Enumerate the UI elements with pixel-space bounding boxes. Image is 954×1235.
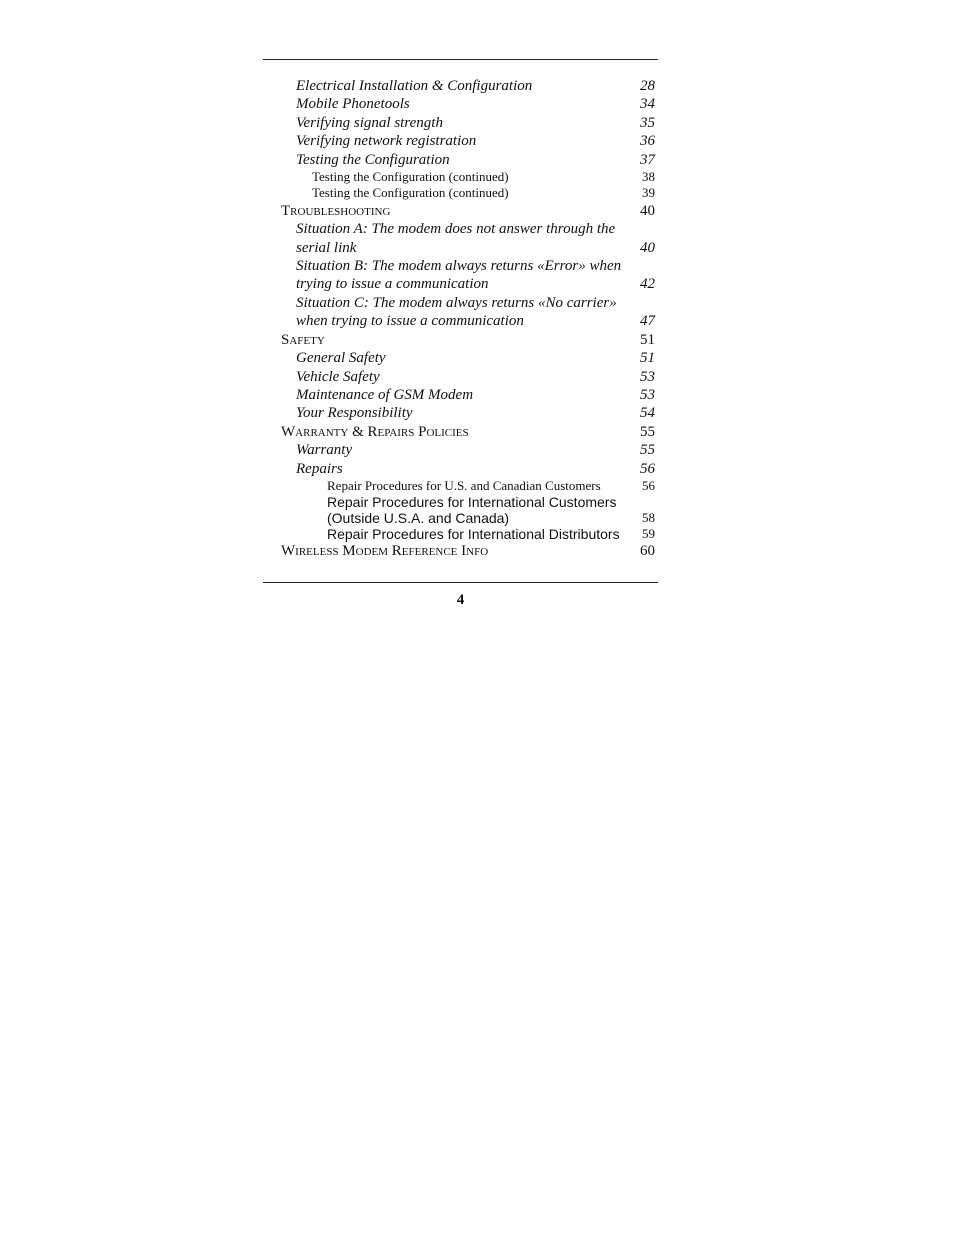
toc-entry-page: 39 [642, 185, 655, 201]
toc-entry[interactable] [263, 386, 658, 404]
toc-entry-page: 53 [640, 386, 655, 403]
toc-entry-title: Wireless Modem Reference Info [281, 543, 489, 560]
toc-entry-title: Repair Procedures for International Customers (Outside U.S.A. and Canada) [327, 494, 617, 527]
toc-entry[interactable] [263, 441, 658, 459]
toc-entry[interactable] [263, 294, 658, 331]
toc-entry-page: 55 [640, 442, 655, 459]
toc-entry[interactable] [263, 169, 658, 185]
toc-entry[interactable] [263, 494, 658, 526]
page-number: 4 [456, 592, 465, 608]
toc-entry-title: Warranty [296, 442, 353, 459]
table-of-contents [263, 77, 658, 561]
toc-entry[interactable] [263, 349, 658, 367]
toc-entry[interactable] [263, 185, 658, 201]
toc-entry-title: Warranty & Repairs Policies [281, 423, 469, 440]
toc-entry-page: 40 [640, 202, 655, 219]
toc-entry-page: 34 [640, 96, 655, 113]
toc-entry-title: Verifying network registration [296, 133, 477, 150]
toc-entry-title: Repair Procedures for U.S. and Canadian Customers [327, 477, 601, 493]
toc-entry-page: 51 [640, 350, 655, 367]
toc-entry-title: Testing the Configuration [296, 151, 450, 168]
toc-entry[interactable] [263, 77, 658, 95]
toc-entry-title: Repairs [296, 460, 343, 477]
toc-entry-page: 36 [640, 133, 655, 150]
toc-entry-title: Your Responsibility [296, 405, 413, 422]
toc-entry[interactable] [263, 526, 658, 542]
toc-entry-page: 56 [642, 477, 655, 493]
toc-entry-page: 59 [642, 525, 655, 541]
toc-entry-title: General Safety [296, 350, 386, 367]
toc-entry-title: Testing the Configuration (continued) [312, 169, 509, 185]
toc-entry-page: 38 [642, 169, 655, 185]
toc-entry-title: Situation A: The modem does not answer through the serial link [296, 221, 616, 256]
toc-entry[interactable] [263, 132, 658, 150]
toc-entry-page: 42 [640, 276, 655, 293]
toc-entry-title: Mobile Phonetools [296, 96, 410, 113]
toc-entry[interactable] [263, 542, 658, 560]
toc-entry-page: 51 [640, 331, 655, 348]
top-rule [263, 59, 658, 60]
toc-entry[interactable] [263, 202, 658, 220]
toc-entry[interactable] [263, 368, 658, 386]
toc-entry[interactable] [263, 151, 658, 169]
toc-entry-title: Situation C: The modem always returns «No carrier» when trying to issue a communication [296, 294, 617, 330]
toc-entry-title: Electrical Installation & Configuration [296, 78, 533, 94]
toc-entry-page: 40 [640, 239, 655, 256]
toc-entry[interactable] [263, 95, 658, 113]
toc-entry[interactable] [263, 257, 658, 294]
toc-entry-page: 56 [640, 460, 655, 477]
toc-entry-page: 60 [640, 543, 655, 560]
toc-entry-title: Repair Procedures for International Distributors [327, 526, 620, 543]
toc-entry[interactable] [263, 423, 658, 441]
toc-entry[interactable] [263, 331, 658, 349]
toc-entry-title: Testing the Configuration (continued) [312, 185, 509, 201]
toc-entry[interactable] [263, 478, 658, 494]
toc-entry-title: Maintenance of GSM Modem [296, 386, 474, 403]
toc-entry-page: 35 [640, 114, 655, 131]
toc-entry-page: 55 [640, 423, 655, 440]
toc-entry-title: Safety [281, 331, 325, 348]
toc-entry-page: 37 [640, 151, 655, 168]
toc-entry-page: 58 [642, 509, 655, 525]
toc-entry-page: 53 [640, 368, 655, 385]
toc-entry[interactable] [263, 220, 658, 257]
toc-entry-title: Situation B: The modem always returns «Error» when trying to issue a communication [296, 258, 622, 293]
toc-entry[interactable] [263, 404, 658, 422]
toc-entry-title: Verifying signal strength [296, 114, 443, 131]
toc-entry[interactable] [263, 114, 658, 132]
toc-entry-page: 54 [640, 405, 655, 422]
bottom-rule [263, 582, 658, 583]
toc-entry[interactable] [263, 460, 658, 478]
toc-entry-page: 28 [640, 78, 655, 94]
toc-entry-title: Vehicle Safety [296, 368, 380, 385]
toc-entry-title: Troubleshooting [281, 202, 391, 219]
toc-entry-page: 47 [640, 313, 655, 330]
